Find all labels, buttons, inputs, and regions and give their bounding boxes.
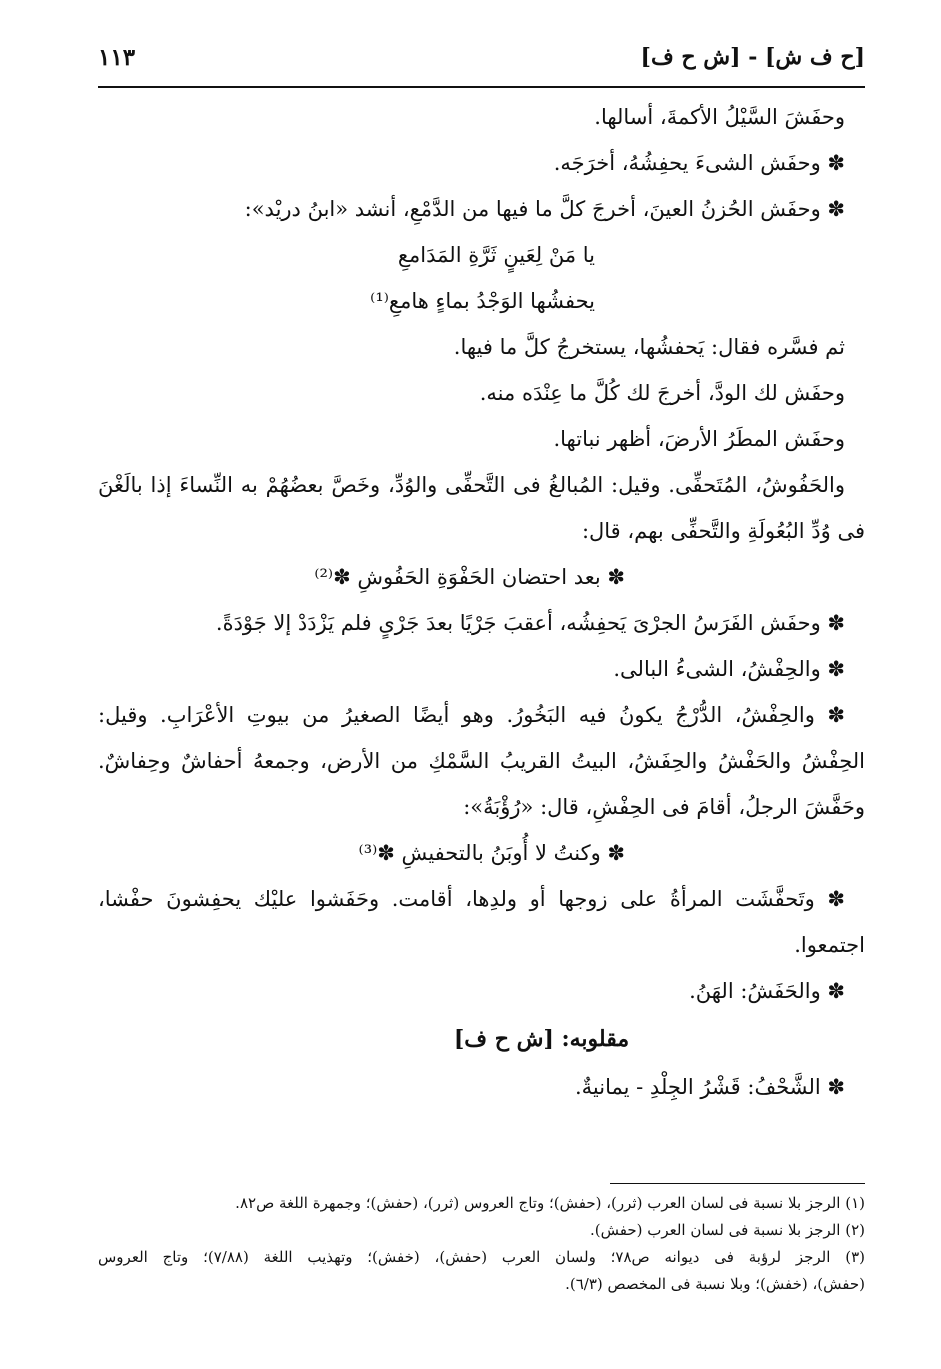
page-number: ١١٣ (98, 44, 136, 71)
text-line: ✽ والحَفَشُ: الهَنُ. (689, 979, 845, 1003)
header-title: [ح ف ش] - [ش ح ف] (640, 44, 865, 70)
text-line: وحَفَّشَ الرجلُ، أقامَ فى الحِفْشِ، قال: «رُؤْبَةُ»: (463, 795, 865, 819)
text-line: ✽ وحفَش الحُزنُ العينَ، أخرجَ كلَّ ما فيها من الدَّمْعِ، أنشد «ابنُ دريْد»: (244, 197, 845, 221)
text-line: ✽ وتَحفَّشَت المرأةُ على زوجها أو ولدِها، أقامت. وحَفَشوا عليْك يحفِشونَ حفْشا، (98, 887, 845, 911)
text-line: ✽ وحفَش الفَرَسُ الجرْىَ يَحفِشُه، أعقبَ جَرْيًا بعدَ جَرْىٍ فلم يَزْدَدْ إلا جَوْدَةً. (215, 611, 845, 635)
footnote: (حفش)، (خفش)؛ وبلا نسبة فى المخصص (٦/٣). (565, 1275, 865, 1293)
text-line: ✽ الشَّحْفُ: قَشْرُ الجِلْدِ - يمانيةٌ. (574, 1075, 845, 1099)
text-line: ✽ والحِفْشُ، الدُّرْجُ يكونُ فيه البَخُورُ. وهو أيضًا الصغيرُ من بيوتِ الأعْرَابِ. وقيل: (98, 703, 845, 727)
main-text (98, 94, 865, 1110)
text-line: فى وُدِّ البُعُولَةِ والتَّحفِّى بهم، قال: (581, 519, 865, 543)
text-line: والحَفُوشُ، المُتَحفِّى. وقيل: المُبالغُ فى التَّحفِّى والوُدِّ، وخَصَّ بعضُهُمْ به النِّساءَ إذا بالَغْنَ (98, 473, 845, 497)
footnotes (98, 1190, 865, 1298)
section-heading: مقلوبه: [ش ح ف] (453, 1026, 630, 1052)
text-line: الحِفْشُ والحَفْشُ والحِفَشُ، البيتُ القريبُ السَّمْكِ من الأرض، وجمعهُ أحفاشٌ وحِفاشٌ. (98, 749, 865, 773)
text-line: ✽ وحفَش الشىءَ يحفِشُهُ، أخرَجَه. (553, 151, 845, 175)
text-line: اجتمعوا. (794, 933, 865, 957)
text-line: ✽ والحِفْشُ، الشىءُ البالى. (613, 657, 845, 681)
footnote: (٢) الرجز بلا نسبة فى لسان العرب (حفش). (589, 1221, 865, 1239)
page-header (98, 38, 865, 80)
verse-line: ✽ وكنتُ لا أُوبَنُ بالتحفيشِ ✽⁽³⁾ (358, 841, 625, 865)
text-line: وحفَشَ السَّيْلُ الأكمةَ، أسالها. (594, 105, 845, 129)
text-line: وحفَش لك الودَّ، أخرجَ لك كُلَّ ما عِنْدَه منه. (479, 381, 845, 405)
footnote-rule (610, 1183, 865, 1184)
verse-line: يحفشُها الوَجْدُ بماءٍ هامعِ⁽¹⁾ (370, 289, 595, 313)
text-line: ثم فسَّره فقال: يَحفشُها، يستخرجُ كلَّ ما فيها. (453, 335, 845, 359)
footnote: (٣) الرجز لرؤبة فى ديوانه ص٧٨؛ ولسان العرب (حفش)، (خفش)؛ وتهذيب اللغة (٧/٨٨)؛ وتاج العروس (98, 1248, 865, 1266)
header-rule (98, 86, 865, 88)
text-line: وحفَش المطَرُ الأرضَ، أظهر نباتها. (553, 427, 845, 451)
footnote: (١) الرجز بلا نسبة فى لسان العرب (ثرر)، (حفش)؛ وتاج العروس (ثرر)، (حفش)؛ وجمهرة اللغة ص٨٢. (235, 1194, 865, 1212)
verse-line: ✽ بعد احتضان الحَفْوَةِ الحَفُوشِ ✽⁽²⁾ (314, 565, 625, 589)
verse-line: يا مَنْ لِعَينٍ ثَرَّةِ المَدَامعِ (397, 243, 595, 267)
